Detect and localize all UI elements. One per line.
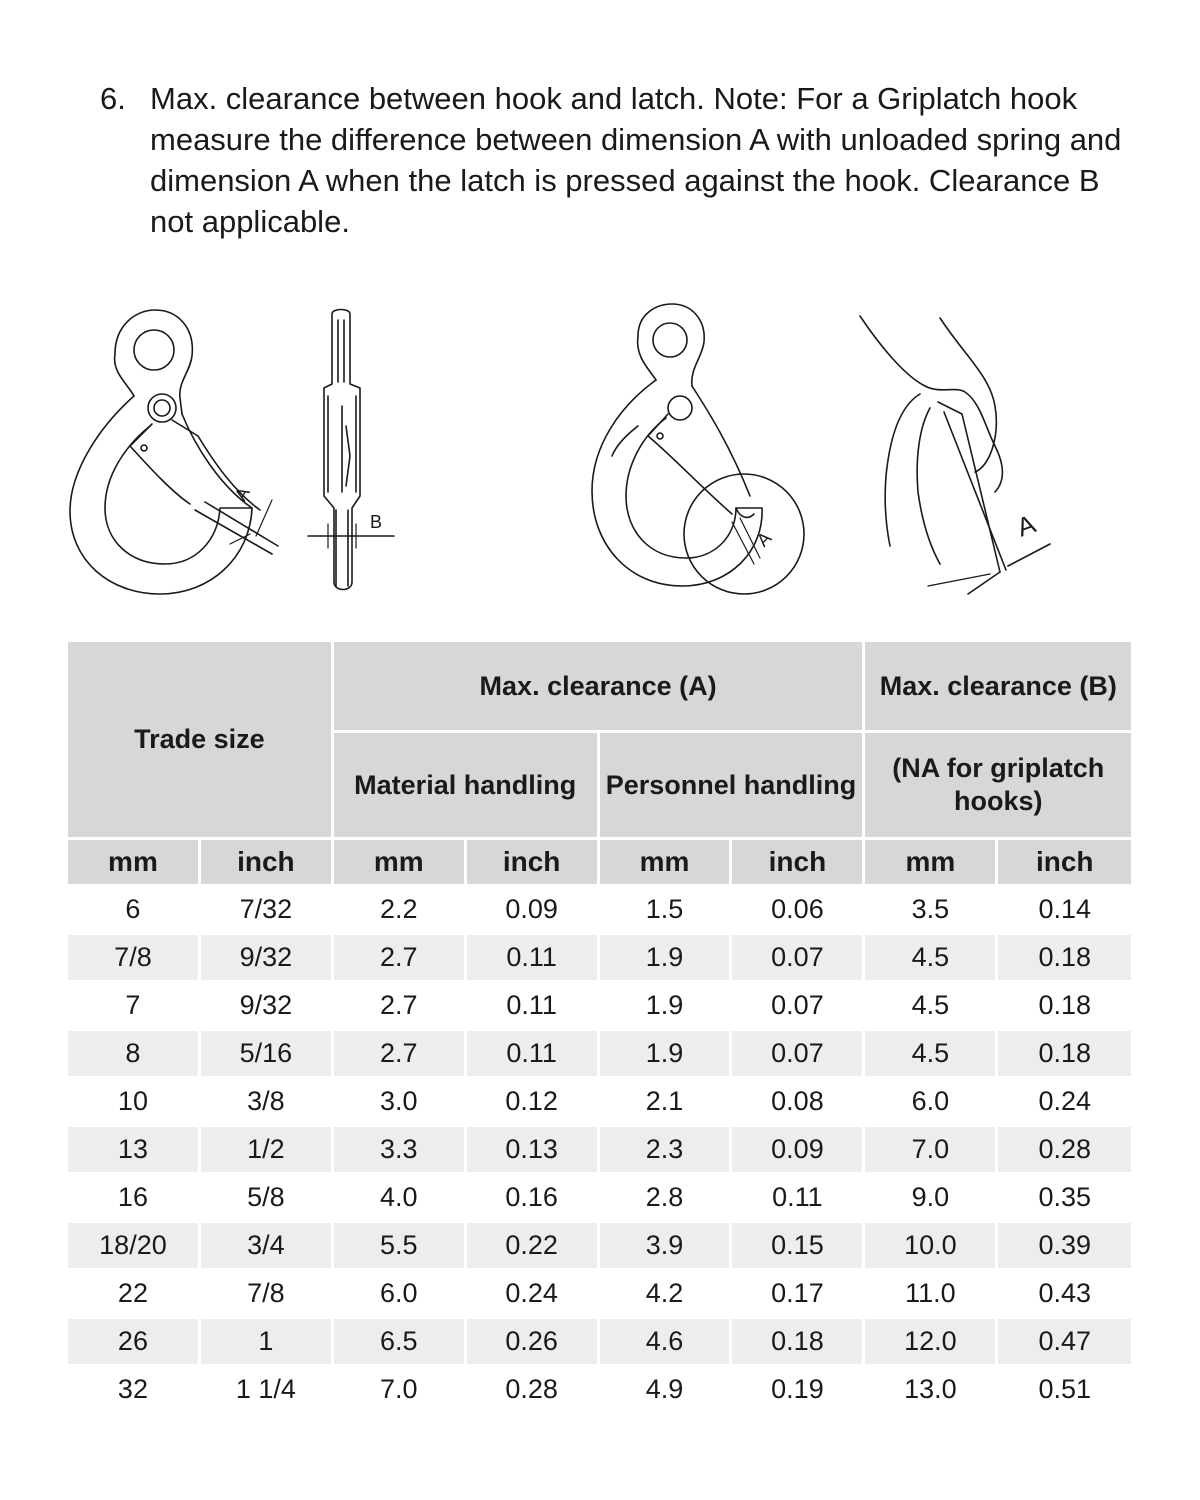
table-cell: 5.5 — [334, 1223, 467, 1271]
header-material-handling: Material handling — [334, 733, 600, 840]
table-row — [68, 1319, 1131, 1367]
table-cell: 9/32 — [201, 983, 334, 1031]
table-cell: 0.19 — [732, 1367, 865, 1415]
table-cell: 0.15 — [732, 1223, 865, 1271]
table-cell: 10.0 — [865, 1223, 998, 1271]
unit-header: mm — [334, 840, 467, 887]
table-cell: 8 — [68, 1031, 201, 1079]
table-cell: 32 — [68, 1367, 201, 1415]
header-trade-size: Trade size — [68, 642, 334, 840]
table-cell: 7.0 — [334, 1367, 467, 1415]
table-cell: 5/8 — [201, 1175, 334, 1223]
table-cell: 3/8 — [201, 1079, 334, 1127]
table-cell: 2.2 — [334, 887, 467, 935]
table-cell: 0.11 — [467, 935, 600, 983]
table-row — [68, 1223, 1131, 1271]
table-row — [68, 1175, 1131, 1223]
unit-header: mm — [600, 840, 733, 887]
table-cell: 0.28 — [467, 1367, 600, 1415]
table-cell: 3.3 — [334, 1127, 467, 1175]
hook-diagrams — [60, 296, 1160, 606]
figure-label-b: B — [370, 512, 383, 532]
table-cell: 0.18 — [732, 1319, 865, 1367]
table-row — [68, 1271, 1131, 1319]
table-body — [68, 887, 1131, 1415]
table-cell: 0.18 — [998, 1031, 1131, 1079]
note-number: 6. — [100, 81, 126, 116]
table-cell: 7 — [68, 983, 201, 1031]
table-row — [68, 1079, 1131, 1127]
table-cell: 0.18 — [998, 983, 1131, 1031]
table-cell: 0.09 — [732, 1127, 865, 1175]
hook-side-view — [308, 310, 394, 590]
note-paragraph — [100, 78, 1140, 242]
table-cell: 0.12 — [467, 1079, 600, 1127]
table-cell: 6.0 — [334, 1271, 467, 1319]
table-row — [68, 1031, 1131, 1079]
table-cell: 12.0 — [865, 1319, 998, 1367]
table-cell: 4.5 — [865, 1031, 998, 1079]
table-cell: 4.0 — [334, 1175, 467, 1223]
table-cell: 0.26 — [467, 1319, 600, 1367]
table-cell: 9.0 — [865, 1175, 998, 1223]
table-cell: 0.11 — [732, 1175, 865, 1223]
table-cell: 6 — [68, 887, 201, 935]
table-cell: 0.39 — [998, 1223, 1131, 1271]
figure-label-a-detail: A — [752, 527, 776, 551]
table-cell: 1 1/4 — [201, 1367, 334, 1415]
table-cell: 4.6 — [600, 1319, 733, 1367]
table-cell: 0.17 — [732, 1271, 865, 1319]
table-cell: 0.51 — [998, 1367, 1131, 1415]
table-cell: 4.2 — [600, 1271, 733, 1319]
table-row — [68, 1367, 1131, 1415]
table-cell: 0.09 — [467, 887, 600, 935]
table-cell: 13 — [68, 1127, 201, 1175]
table-cell: 1/2 — [201, 1127, 334, 1175]
hook-detail-view — [592, 304, 804, 594]
table-row — [68, 1127, 1131, 1175]
table-cell: 0.11 — [467, 983, 600, 1031]
table-cell: 7/32 — [201, 887, 334, 935]
header-max-clearance-a: Max. clearance (A) — [334, 642, 866, 733]
table-cell: 1 — [201, 1319, 334, 1367]
table-cell: 0.11 — [467, 1031, 600, 1079]
table-cell: 4.5 — [865, 935, 998, 983]
table-cell: 3/4 — [201, 1223, 334, 1271]
table-cell: 2.7 — [334, 1031, 467, 1079]
table-cell: 2.7 — [334, 983, 467, 1031]
table-cell: 3.5 — [865, 887, 998, 935]
header-na-griplatch: (NA for griplatch hooks) — [865, 733, 1131, 840]
table-cell: 0.28 — [998, 1127, 1131, 1175]
table-cell: 10 — [68, 1079, 201, 1127]
table-cell: 2.8 — [600, 1175, 733, 1223]
header-personnel-handling: Personnel handling — [600, 733, 866, 840]
table-cell: 6.5 — [334, 1319, 467, 1367]
table-row — [68, 887, 1131, 935]
table-cell: 18/20 — [68, 1223, 201, 1271]
table-cell: 1.9 — [600, 1031, 733, 1079]
table-cell: 0.22 — [467, 1223, 600, 1271]
table-cell: 9/32 — [201, 935, 334, 983]
table-cell: 0.24 — [467, 1271, 600, 1319]
table-cell: 7.0 — [865, 1127, 998, 1175]
table-cell: 1.9 — [600, 935, 733, 983]
unit-header: mm — [68, 840, 201, 887]
table-cell: 0.13 — [467, 1127, 600, 1175]
table-cell: 0.07 — [732, 935, 865, 983]
table-cell: 0.35 — [998, 1175, 1131, 1223]
table-cell: 0.14 — [998, 887, 1131, 935]
table-cell: 0.47 — [998, 1319, 1131, 1367]
table-row — [68, 935, 1131, 983]
unit-header: inch — [467, 840, 600, 887]
table-cell: 4.9 — [600, 1367, 733, 1415]
figure-label-a-magnified: A — [1012, 508, 1040, 543]
table-cell: 3.9 — [600, 1223, 733, 1271]
table-cell: 2.7 — [334, 935, 467, 983]
table-cell: 0.43 — [998, 1271, 1131, 1319]
table-cell: 7/8 — [68, 935, 201, 983]
hook-front-view — [70, 310, 278, 594]
table-cell: 6.0 — [865, 1079, 998, 1127]
table-cell: 0.06 — [732, 887, 865, 935]
latch-magnified-view — [860, 316, 1050, 594]
unit-header: inch — [998, 840, 1131, 887]
table-cell: 7/8 — [201, 1271, 334, 1319]
table-cell: 26 — [68, 1319, 201, 1367]
table-cell: 13.0 — [865, 1367, 998, 1415]
unit-header: inch — [732, 840, 865, 887]
clearance-table — [68, 642, 1131, 1415]
table-cell: 1.5 — [600, 887, 733, 935]
table-cell: 2.3 — [600, 1127, 733, 1175]
table-cell: 11.0 — [865, 1271, 998, 1319]
table-cell: 0.24 — [998, 1079, 1131, 1127]
table-cell: 16 — [68, 1175, 201, 1223]
table-cell: 4.5 — [865, 983, 998, 1031]
table-cell: 2.1 — [600, 1079, 733, 1127]
table-cell: 0.16 — [467, 1175, 600, 1223]
unit-header: mm — [865, 840, 998, 887]
table-cell: 1.9 — [600, 983, 733, 1031]
table-cell: 5/16 — [201, 1031, 334, 1079]
unit-header: inch — [201, 840, 334, 887]
table-cell: 22 — [68, 1271, 201, 1319]
table-cell: 0.08 — [732, 1079, 865, 1127]
table-cell: 0.07 — [732, 983, 865, 1031]
header-max-clearance-b: Max. clearance (B) — [865, 642, 1131, 733]
note-text: Max. clearance between hook and latch. Note: For a Griplatch hook measure the difference between dimension A with unloaded spring and dimension A when the latch is pressed against the hook. Clearance B not applicable. — [150, 81, 1122, 239]
table-cell: 3.0 — [334, 1079, 467, 1127]
table-cell: 0.07 — [732, 1031, 865, 1079]
table-cell: 0.18 — [998, 935, 1131, 983]
table-row — [68, 983, 1131, 1031]
figure-label-a: A — [230, 483, 254, 504]
